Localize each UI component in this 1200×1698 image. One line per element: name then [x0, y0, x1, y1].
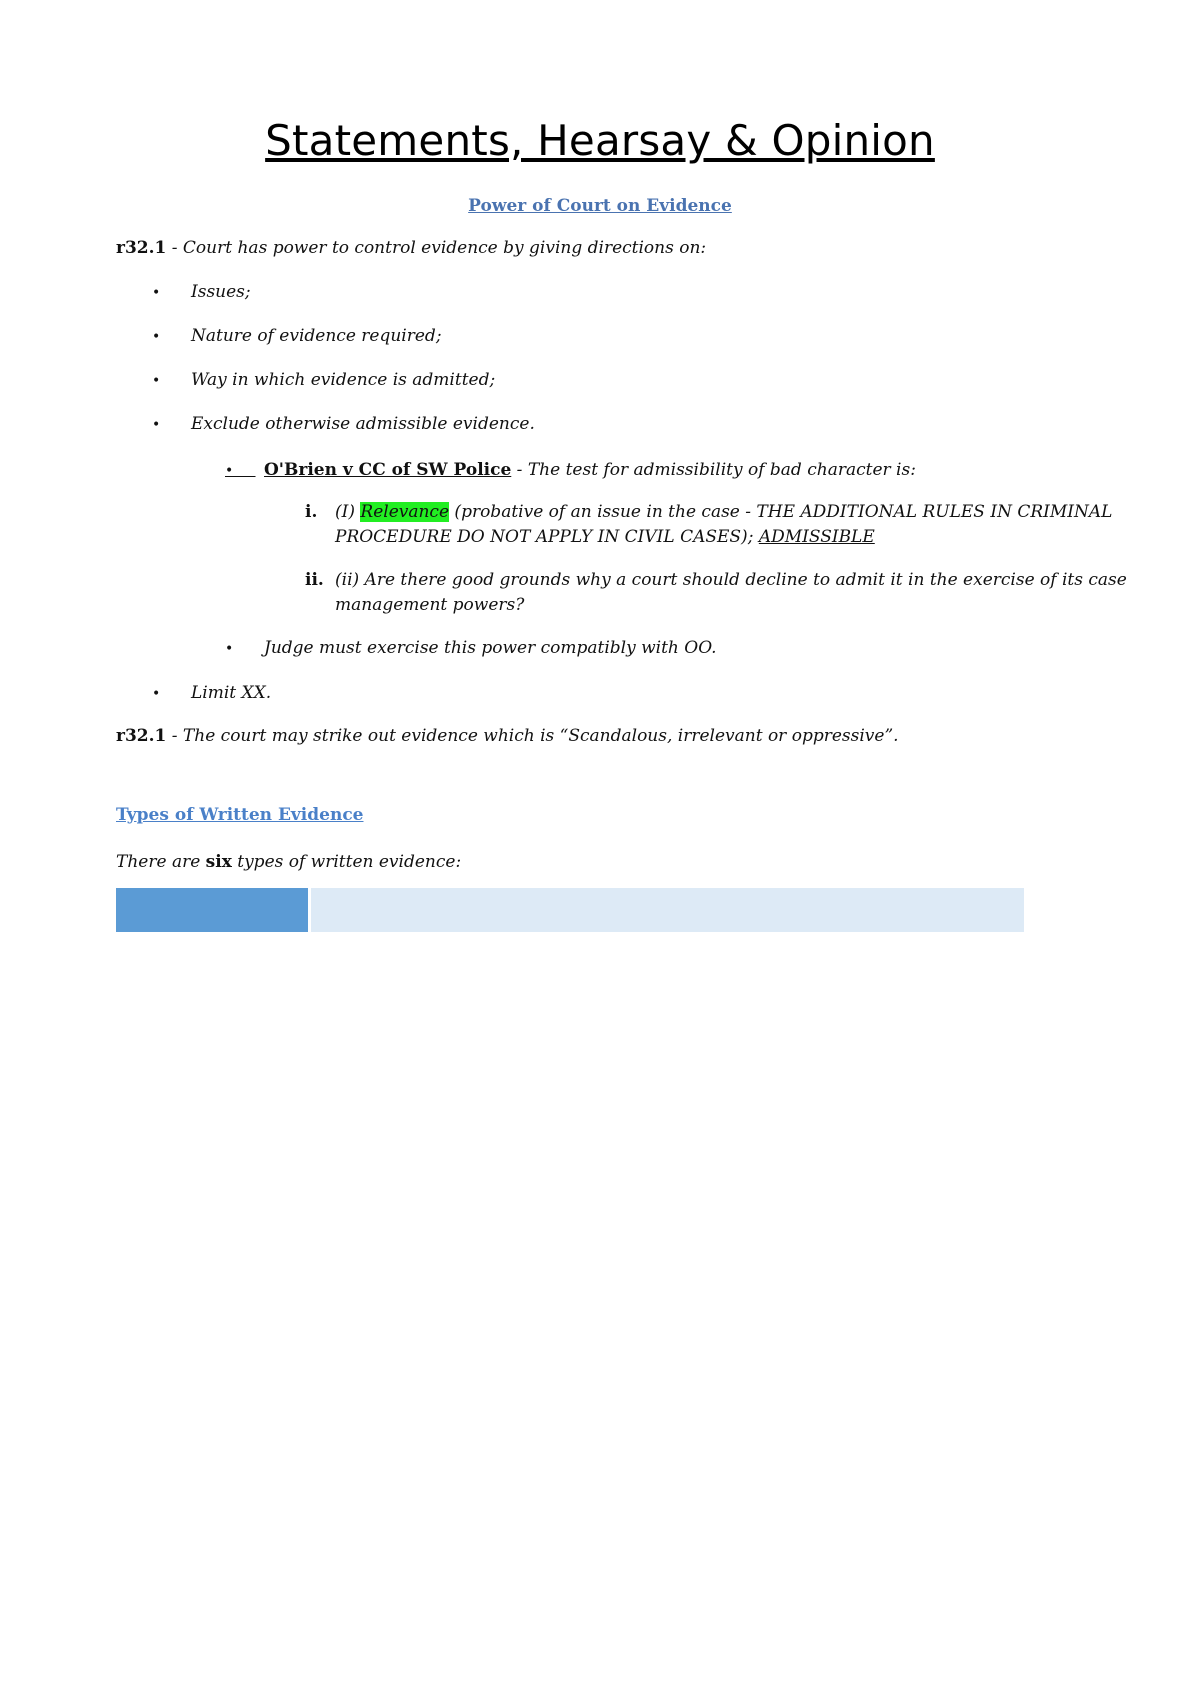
list-item-text: Way in which evidence is admitted; [191, 370, 496, 390]
roman-item-2-line-1 [335, 568, 1127, 592]
rule-reference: r32.1 [116, 726, 167, 746]
bullet-icon: • [152, 417, 161, 433]
table-header-cell-1 [116, 888, 308, 932]
case-text: - The test for admissibility of bad character is: [511, 460, 916, 480]
bullet-icon: • [152, 329, 161, 345]
rule-reference: r32.1 [116, 238, 167, 258]
roman-prefix: (I) [335, 502, 361, 522]
intro-paragraph [116, 850, 461, 874]
intro-count: six [205, 852, 232, 872]
list-item-text: Judge must exercise this power compatibly with OO. [264, 638, 717, 658]
list-item-text: Limit XX. [191, 683, 272, 703]
roman-item-1-line-1 [335, 500, 1112, 524]
bullet-icon: • [225, 641, 234, 657]
case-name: O'Brien v CC of SW Police [264, 460, 512, 480]
page-title: Statements, Hearsay & Opinion [265, 116, 935, 165]
list-item [264, 636, 717, 660]
bullet-icon: • [152, 373, 161, 389]
intro-text: types of written evidence: [231, 852, 462, 872]
highlighted-term: Relevance [360, 502, 450, 522]
section-heading-power-of-court: Power of Court on Evidence [468, 196, 732, 216]
section-heading-types-of-written-evidence: Types of Written Evidence [116, 805, 364, 825]
rule-text: - The court may strike out evidence which is “Scandalous, irrelevant or oppressive”. [166, 726, 899, 746]
list-item-text: Issues; [191, 282, 251, 302]
list-item [191, 368, 495, 392]
roman-item-2-line-2 [335, 593, 524, 617]
roman-marker: ii. [305, 570, 324, 590]
admissible-label: ADMISSIBLE [758, 527, 875, 547]
rule-text: - Court has power to control evidence by giving directions on: [166, 238, 707, 258]
roman-marker: i. [305, 502, 318, 522]
list-item-text: Exclude otherwise admissible evidence. [191, 414, 535, 434]
roman-text: (probative of an issue in the case - THE ADDITIONAL RULES IN CRIMINAL [449, 502, 1113, 522]
list-item-text: Nature of evidence required; [191, 326, 442, 346]
roman-text: PROCEDURE DO NOT APPLY IN CIVIL CASES); [335, 527, 759, 547]
case-item [264, 458, 916, 482]
bullet-icon: • [152, 285, 161, 301]
bullet-icon: • [225, 463, 256, 479]
list-item [191, 681, 271, 705]
list-item [191, 412, 535, 436]
roman-text: (ii) Are there good grounds why a court should decline to admit it in the exercise of its case [335, 570, 1127, 590]
rule-paragraph-1 [116, 236, 706, 260]
roman-text: management powers? [335, 595, 525, 615]
roman-item-1-line-2 [335, 525, 875, 549]
bullet-icon: • [152, 686, 161, 702]
intro-text: There are [116, 852, 206, 872]
rule-paragraph-2 [116, 724, 899, 748]
list-item [191, 324, 442, 348]
list-item [191, 280, 251, 304]
table-header-cell-2 [311, 888, 1024, 932]
